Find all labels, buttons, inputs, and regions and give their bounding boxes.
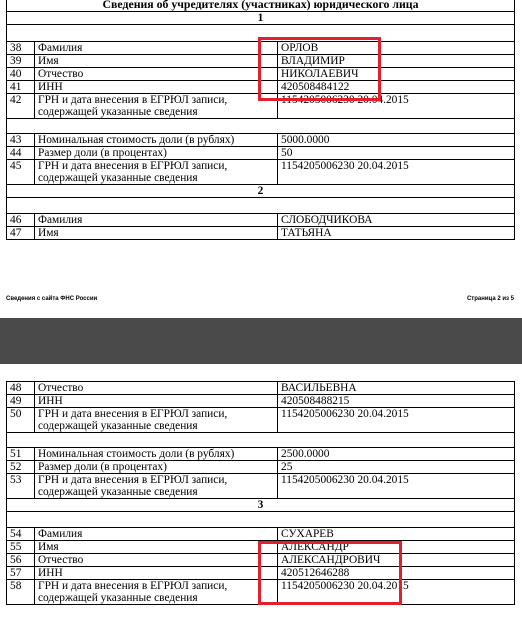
footer-source: Сведения с сайта ФНС России (6, 296, 98, 302)
row-number: 56 (7, 554, 35, 567)
row-number: 41 (7, 81, 35, 94)
document-page-2 (0, 364, 522, 641)
row-value: 1154205006230 20.04.2015 (278, 408, 515, 433)
row-number: 54 (7, 528, 35, 541)
row-label: Отчество (35, 382, 278, 395)
table-row (7, 395, 515, 408)
row-value: 420512646288 (278, 567, 515, 580)
row-number: 58 (7, 580, 35, 605)
row-value: СУХАРЕВ (278, 528, 515, 541)
table-row (7, 461, 515, 474)
row-number: 55 (7, 541, 35, 554)
blank-row (7, 198, 515, 214)
row-value: ТАТЬЯНА (278, 227, 515, 240)
row-number: 53 (7, 474, 35, 499)
row-value: 420508484122 (278, 81, 515, 94)
row-value: ОРЛОВ (278, 42, 515, 55)
row-value: 1154205006230 20.04.2015 (278, 474, 515, 499)
row-value: ВЛАДИМИР (278, 55, 515, 68)
rows-group (7, 214, 515, 240)
row-number: 38 (7, 42, 35, 55)
row-label: ГРН и дата внесения в ЕГРЮЛ записи, содержащей указанные сведения (35, 408, 278, 433)
row-number: 43 (7, 134, 35, 147)
row-label: Номинальная стоимость доли (в рублях) (35, 448, 278, 461)
row-value: 50 (278, 147, 515, 160)
row-label: Отчество (35, 68, 278, 81)
founders-table-page-1 (6, 0, 515, 240)
row-value: 1154205006230 20.04.2015 (278, 580, 515, 605)
row-label: ГРН и дата внесения в ЕГРЮЛ записи, содержащей указанные сведения (35, 580, 278, 605)
row-label: Имя (35, 55, 278, 68)
rows-group (7, 448, 515, 499)
row-label: Имя (35, 227, 278, 240)
row-label: Размер доли (в процентах) (35, 147, 278, 160)
footer-page-number: Страница 2 из 5 (466, 296, 514, 302)
row-number: 39 (7, 55, 35, 68)
row-label: Номинальная стоимость доли (в рублях) (35, 134, 278, 147)
section-number-3: 3 (7, 499, 515, 512)
row-label: Отчество (35, 554, 278, 567)
row-number: 48 (7, 382, 35, 395)
row-value: 25 (278, 461, 515, 474)
row-label: ГРН и дата внесения в ЕГРЮЛ записи, содержащей указанные сведения (35, 474, 278, 499)
row-label: ИНН (35, 567, 278, 580)
page-separator (0, 318, 522, 364)
row-value: НИКОЛАЕВИЧ (278, 68, 515, 81)
table-row (7, 214, 515, 227)
table-heading: Сведения об учредителях (участниках) юридического лица (7, 0, 515, 12)
row-number: 57 (7, 567, 35, 580)
table-row (7, 474, 515, 499)
row-label: ГРН и дата внесения в ЕГРЮЛ записи, содержащей указанные сведения (35, 160, 278, 185)
row-number: 51 (7, 448, 35, 461)
section-number-1: 1 (7, 12, 515, 25)
row-number: 42 (7, 94, 35, 119)
section-number-2: 2 (7, 185, 515, 198)
row-value: СЛОБОДЧИКОВА (278, 214, 515, 227)
blank-row (7, 512, 515, 528)
highlight-box-orlov (258, 37, 381, 101)
row-number: 44 (7, 147, 35, 160)
table-row (7, 528, 515, 541)
row-label: Имя (35, 541, 278, 554)
table-row (7, 134, 515, 147)
row-number: 52 (7, 461, 35, 474)
row-number: 49 (7, 395, 35, 408)
row-value: 1154205006230 20.04.2015 (278, 160, 515, 185)
row-label: Размер доли (в процентах) (35, 461, 278, 474)
row-number: 45 (7, 160, 35, 185)
blank-row (7, 119, 515, 134)
row-value: 1154205006230 20.04.2015 (278, 94, 515, 119)
row-value: АЛЕКСАНДРОВИЧ (278, 554, 515, 567)
row-number: 46 (7, 214, 35, 227)
table-row (7, 382, 515, 395)
blank-row (7, 433, 515, 448)
highlight-box-sukharev (258, 541, 402, 605)
row-label: ГРН и дата внесения в ЕГРЮЛ записи, содержащей указанные сведения (35, 94, 278, 119)
document-page-1 (0, 0, 522, 318)
row-value: 2500.0000 (278, 448, 515, 461)
row-number: 40 (7, 68, 35, 81)
row-label: Фамилия (35, 528, 278, 541)
row-label: Фамилия (35, 42, 278, 55)
table-row (7, 408, 515, 433)
row-number: 50 (7, 408, 35, 433)
row-value: 420508488215 (278, 395, 515, 408)
row-value: 5000.0000 (278, 134, 515, 147)
row-value: АЛЕКСАНДР (278, 541, 515, 554)
rows-group (7, 134, 515, 185)
table-row (7, 160, 515, 185)
row-value: ВАСИЛЬЕВНА (278, 382, 515, 395)
rows-group (7, 382, 515, 433)
row-label: ИНН (35, 81, 278, 94)
row-number: 47 (7, 227, 35, 240)
row-label: Фамилия (35, 214, 278, 227)
table-row (7, 227, 515, 240)
row-label: ИНН (35, 395, 278, 408)
table-row (7, 448, 515, 461)
table-row (7, 147, 515, 160)
